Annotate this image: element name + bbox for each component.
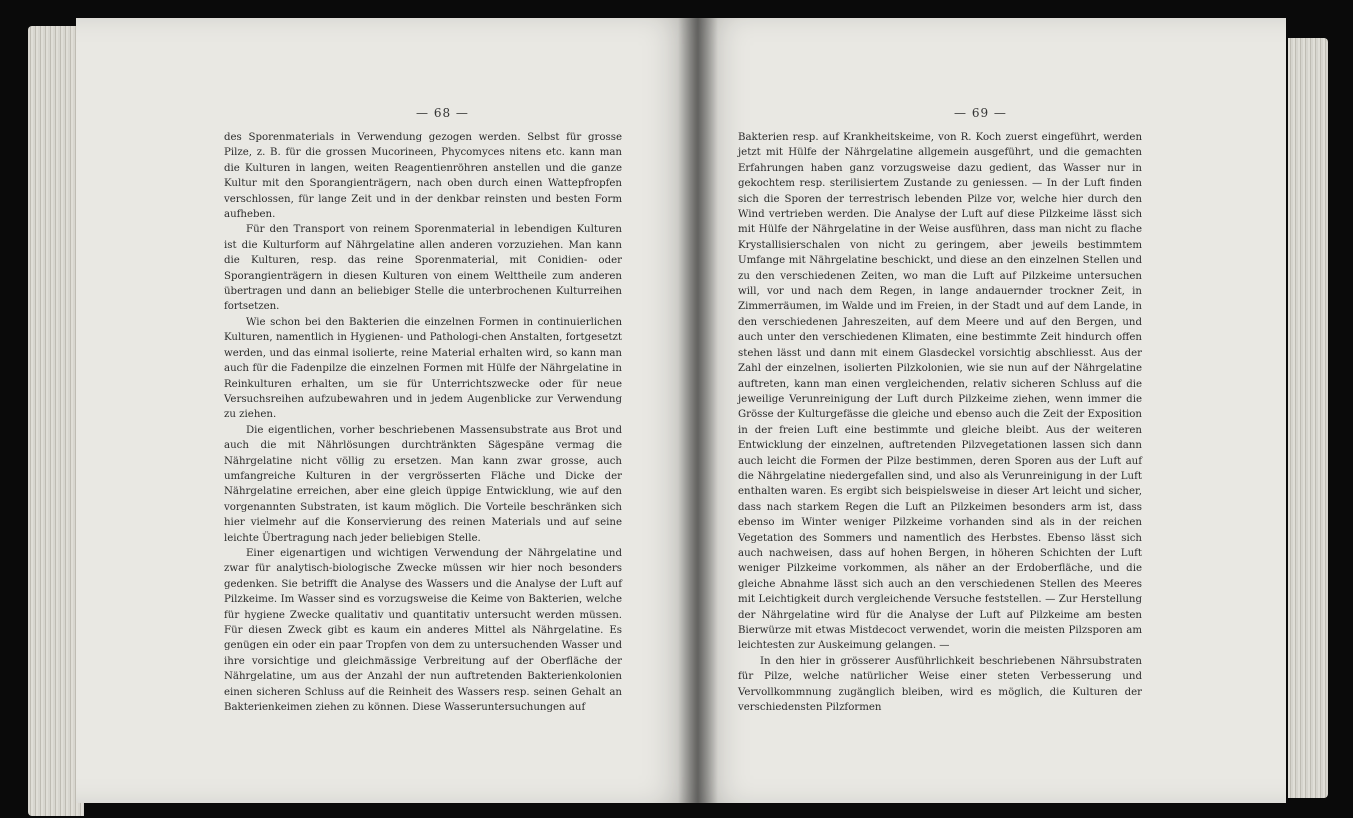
open-book <box>28 8 1328 808</box>
page-number-left: — 68 — <box>416 106 469 120</box>
paragraph: des Sporenmaterials in Verwendung gezogen werden. Selbst für grosse Pilze, z. B. für die grossen Mucorineen, Phycomyces nitens etc. kann man die Kulturen in langen, weiten Reagentienröhren anstellen und die ganze Kultur mit den Sporangienträgern, nach oben durch einen Wattepfropfen verschlossen, für lange Zeit und in der denkbar reinsten und besten Form aufheben. <box>224 132 622 221</box>
left-page-body <box>224 130 622 715</box>
paragraph: In den hier in grösserer Ausführlichkeit beschriebenen Nährsubstraten für Pilze, welche natürlicher Weise einer steten Verbesserung und Vervollkommnung zugänglich bleiben, wird es möglich, die Kulturen der verschiedensten Pilzformen <box>738 655 1142 714</box>
paragraph: Für den Transport von reinem Sporenmaterial in lebendigen Kulturen ist die Kulturform auf Nährgelatine allen anderen vorzuziehen. Man kann die Kulturen, resp. das reine Sporenmaterial, mit Conidien- oder Sporangienträgern in diesen Kulturen von einem Welttheile zum anderen übertragen und dann an beliebiger Stelle die unterbrochenen Kulturreihen fortsetzen. <box>224 224 622 313</box>
paragraph: Einer eigenartigen und wichtigen Verwendung der Nährgelatine und zwar für analytisch-biologische Zwecke müssen wir hier noch besonders gedenken. Sie betrifft die Analyse des Wassers und die Analyse der Luft auf Pilzkeime. Im Wasser sind es vorzugsweise die Keime von Bakterien, welche für hygiene Zwecke qualitativ und quantitativ untersucht werden müssen. Für diesen Zweck gibt es kaum ein anderes Mittel als Nährgelatine. Es genügen ein oder ein paar Tropfen von dem zu untersuchenden Wasser und ihre vorsichtige und gleichmässige Verbreitung auf der Oberfläche der Nährgelatine, um aus der Anzahl der nun auftretenden Bakterienkolonien einen sicheren Schluss auf die Reinheit des Wassers resp. seinen Gehalt an Bakterienkeimen ziehen zu können. Diese Wasseruntersuchungen auf <box>224 547 622 714</box>
right-page <box>696 18 1286 803</box>
paragraph: Die eigentlichen, vorher beschriebenen Massensubstrate aus Brot und auch die mit Nährlösungen durchtränkten Sägespäne vermag die Nährgelatine nicht völlig zu ersetzen. Man kann zwar grosse, auch umfangreiche Kulturen in der vergrösserten Fläche und Dicke der Nährgelatine erreichen, aber eine gleich üppige Entwicklung, wie auf den vorgenannten Substraten, ist kaum möglich. Die Vorteile beschränken sich hier vielmehr auf die Konservierung des reinen Materials und auf seine leichte Übertragung nach jeder beliebigen Stelle. <box>224 424 622 544</box>
page-stack-right-edge <box>1288 38 1328 798</box>
paragraph: Wie schon bei den Bakterien die einzelnen Formen in continuierlichen Kulturen, namentlich in Hygienen- und Pathologi-chen Anstalten, fortgesetzt werden, und das einmal isolierte, reine Material erhalten wird, so kann man auch für die Fadenpilze die einzelnen Formen mit Hülfe der Nährgelatine in Reinkulturen erhalten, um sie für Unterrichtszwecke oder für neue Versuchsreihen aufzubewahren und in jedem Augenblicke zur Verwendung zu ziehen. <box>224 316 622 421</box>
page-number-right: — 69 — <box>954 106 1007 120</box>
left-page <box>76 18 696 803</box>
right-page-body <box>738 130 1142 715</box>
paragraph: Bakterien resp. auf Krankheitskeime, von R. Koch zuerst eingeführt, werden jetzt mit Hülfe der Nährgelatine allgemein ausgeführt, und die gemachten Erfahrungen haben ganz vorzugsweise dazu gedient, das Wasser nur in gekochtem resp. sterilisiertem Zustande zu geniessen. — In der Luft finden sich die Sporen der terrestrisch lebenden Pilze vor, welche hier durch den Wind vertrieben werden. Die Analyse der Luft auf diese Pilzkeime lässt sich mit Hülfe der Nährgelatine in der Weise ausführen, dass man nicht zu flache Krystallisierschalen von nicht zu geringem, aber jeweils bestimmtem Umfange mit Nährgelatine beschickt, und diese an den einzelnen Stellen und zu den verschiedenen Zeiten, wo man die Luft auf Pilzkeime untersuchen will, vor und nach dem Regen, in lange andauernder trockner Zeit, in Zimmerräumen, im Walde und im Freien, in der Stadt und auf dem Lande, in den verschiedenen Jahreszeiten, auf dem Meere und auf den Bergen, und auch unter den verschiedenen Klimaten, eine bestimmte Zeit hindurch offen stehen lässt und dann mit einem Glasdeckel vorsichtig abschliesst. Aus der Zahl der einzelnen, isolierten Pilzkolonien, wie sie nun auf der Nährgelatine auftreten, kann man einen vergleichenden, relativ sicheren Schluss auf die jeweilige Verunreinigung der Luft durch Pilzkeime ziehen, wenn immer die Grösse der Kulturgefässe die gleiche und ebenso auch die Zeit der Exposition in der freien Luft eine bestimmte und gleiche bleibt. Aus der weiteren Entwicklung der einzelnen, auftretenden Pilzvegetationen lassen sich dann auch leicht die Formen der Pilze bestimmen, deren Sporen aus der Luft auf die Nährgelatine niedergefallen sind, und also als Verunreinigung in der Luft enthalten waren. Es ergibt sich beispielsweise in dieser Art leicht und sicher, dass nach starkem Regen die Luft an Pilzkeimen besonders arm ist, dass ebenso im Winter weniger Pilzkeime vorhanden sind als in der reichen Vegetation des Sommers und namentlich des Herbstes. Ebenso lässt sich auch nachweisen, dass auf hohen Bergen, in höheren Schichten der Luft weniger Pilzkeime vorkommen, als näher an der Erdoberfläche, und die gleiche Abnahme lässt sich auch an den verschiedenen Stellen des Meeres mit Leichtigkeit durch vergleichende Versuche feststellen. — Zur Herstellung der Nährgelatine wird für die Analyse der Luft auf Pilzkeime am besten Bierwürze mit etwas Mistdecoct verwendet, worin die meisten Pilzsporen am leichtesten zur Auskeimung gelangen. — <box>738 132 1142 652</box>
